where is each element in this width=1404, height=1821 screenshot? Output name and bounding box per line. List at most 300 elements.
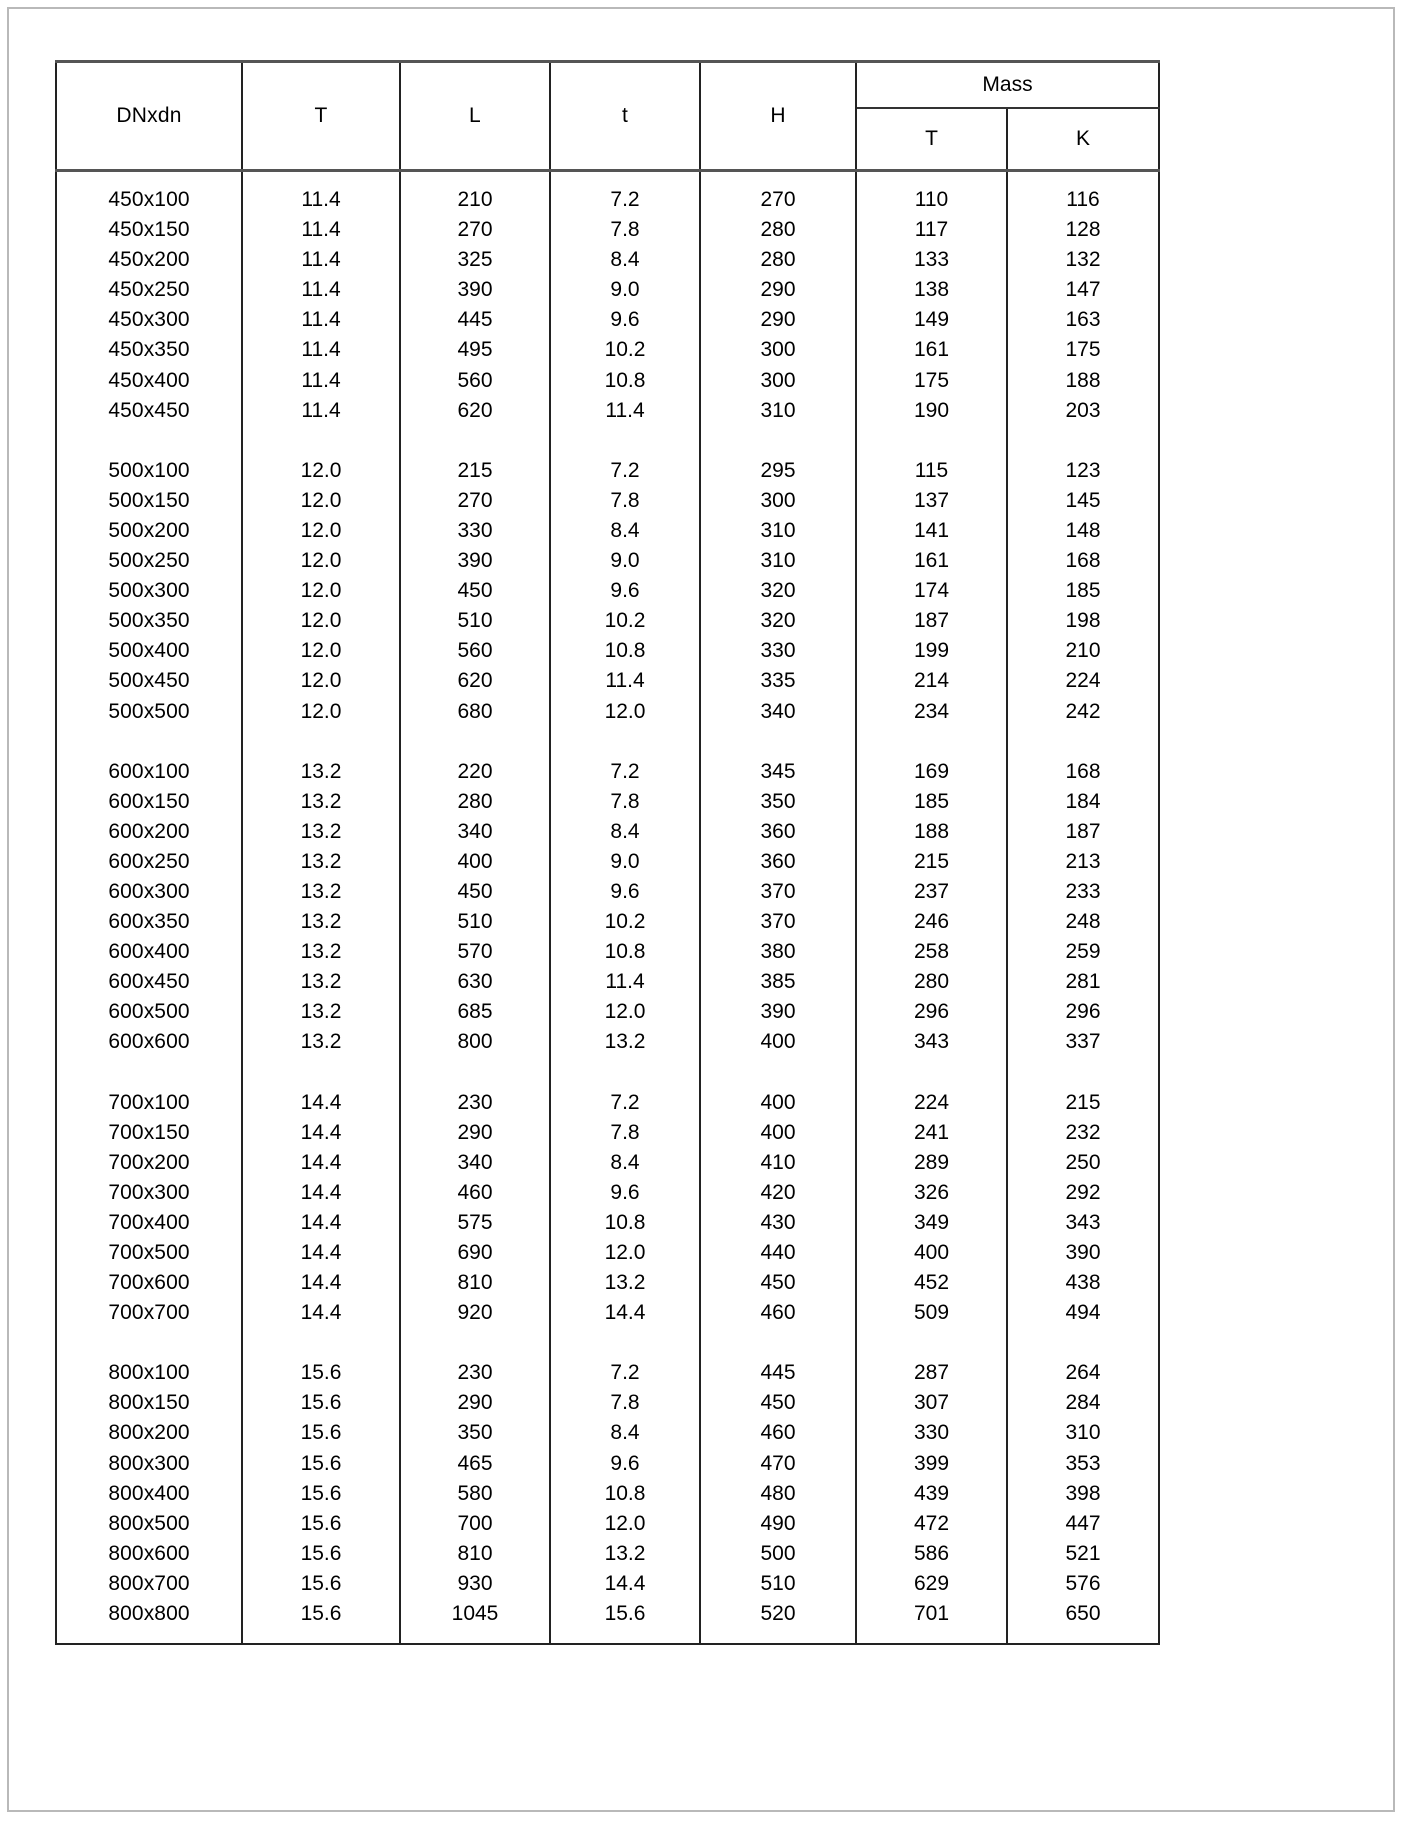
cell-t: 10.8 — [550, 1208, 700, 1238]
cell-mT: 174 — [856, 576, 1007, 606]
cell-T: 15.6 — [242, 1388, 400, 1418]
cell-dn: 700x150 — [56, 1118, 242, 1148]
cell-mK: 163 — [1065, 308, 1101, 332]
cell-T: 14.4 — [242, 1118, 400, 1148]
cell-T: 13.2 — [242, 817, 400, 847]
spacer-cell — [242, 426, 400, 456]
cell-H: 330 — [700, 636, 856, 666]
cell-dn: 800x500 — [56, 1509, 242, 1539]
cell-T: 15.6 — [242, 1449, 400, 1479]
cell-t: 13.2 — [550, 1027, 700, 1057]
cell-t: 8.4 — [550, 1418, 700, 1448]
cell-t: 7.8 — [550, 1118, 700, 1148]
cell-H: 400 — [700, 1118, 856, 1148]
cell-L: 280 — [400, 787, 550, 817]
cell-dn: 450x350 — [56, 335, 242, 365]
table-row — [56, 1358, 1159, 1388]
column-header-H: H — [700, 62, 856, 170]
cell-H: 500 — [700, 1539, 856, 1569]
cell-L: 230 — [400, 1358, 550, 1388]
cell-dn: 600x100 — [56, 757, 242, 787]
cell-L: 930 — [400, 1569, 550, 1599]
cell-mK: 310 — [1065, 1421, 1101, 1445]
cell-H: 320 — [700, 576, 856, 606]
table-row — [56, 1418, 1159, 1448]
cell-mT: 190 — [856, 396, 1007, 426]
table-row — [56, 1509, 1159, 1539]
cell-L: 340 — [400, 817, 550, 847]
cell-t: 9.0 — [550, 847, 700, 877]
cell-mT: 400 — [856, 1238, 1007, 1268]
cell-H: 310 — [700, 546, 856, 576]
cell-mT: 214 — [856, 666, 1007, 696]
cell-mK: 184 — [1065, 789, 1101, 813]
table-row — [56, 1539, 1159, 1569]
cell-t: 11.4 — [550, 396, 700, 426]
table-row — [56, 937, 1159, 967]
cell-L: 800 — [400, 1027, 550, 1057]
cell-mK: 264 — [1065, 1361, 1101, 1385]
cell-mK: 248 — [1065, 910, 1101, 934]
cell-t: 14.4 — [550, 1298, 700, 1328]
cell-T: 12.0 — [242, 697, 400, 727]
cell-dn: 450x250 — [56, 275, 242, 305]
cell-t: 7.2 — [550, 1088, 700, 1118]
table-row — [56, 366, 1159, 396]
spacer-cell — [400, 1058, 550, 1088]
cell-mK: 188 — [1065, 368, 1101, 392]
cell-mT: 439 — [856, 1479, 1007, 1509]
cell-mT: 237 — [856, 877, 1007, 907]
cell-L: 575 — [400, 1208, 550, 1238]
cell-H: 490 — [700, 1509, 856, 1539]
table-row — [56, 275, 1159, 305]
cell-L: 400 — [400, 847, 550, 877]
cell-t: 10.2 — [550, 335, 700, 365]
cell-T: 11.4 — [242, 245, 400, 275]
cell-t: 9.6 — [550, 877, 700, 907]
cell-mT: 246 — [856, 907, 1007, 937]
cell-mK: 390 — [1065, 1241, 1101, 1264]
cell-T: 12.0 — [242, 486, 400, 516]
cell-mT: 509 — [856, 1298, 1007, 1328]
spacer-cell — [56, 1328, 242, 1358]
cell-H: 360 — [700, 847, 856, 877]
table-row — [56, 1479, 1159, 1509]
cell-L: 290 — [400, 1118, 550, 1148]
cell-H: 280 — [700, 245, 856, 275]
cell-mK: 147 — [1065, 278, 1101, 302]
spacer-cell — [56, 1058, 242, 1088]
column-header-t: t — [550, 62, 700, 170]
table-row — [56, 1148, 1159, 1178]
cell-mT: 399 — [856, 1449, 1007, 1479]
cell-mT: 586 — [856, 1539, 1007, 1569]
cell-mK: 242 — [1065, 699, 1101, 723]
cell-mK: 145 — [1065, 488, 1101, 512]
cell-H: 370 — [700, 877, 856, 907]
cell-dn: 800x600 — [56, 1539, 242, 1569]
cell-mK: 203 — [1065, 398, 1101, 422]
cell-dn: 800x150 — [56, 1388, 242, 1418]
cell-t: 7.8 — [550, 486, 700, 516]
spacer-cell — [400, 727, 550, 757]
table-row — [56, 1088, 1159, 1118]
table-row — [56, 486, 1159, 516]
cell-t: 8.4 — [550, 1148, 700, 1178]
cell-H: 300 — [700, 335, 856, 365]
cell-T: 11.4 — [242, 275, 400, 305]
cell-t: 15.6 — [550, 1599, 700, 1629]
cell-L: 690 — [400, 1238, 550, 1268]
cell-H: 340 — [700, 697, 856, 727]
cell-mT: 149 — [856, 305, 1007, 335]
spacer-cell — [242, 1629, 400, 1644]
cell-H: 460 — [700, 1298, 856, 1328]
cell-mK: 281 — [1065, 970, 1101, 994]
cell-t: 9.6 — [550, 576, 700, 606]
cell-H: 380 — [700, 937, 856, 967]
table-row — [56, 335, 1159, 365]
table-row — [56, 1298, 1159, 1328]
cell-dn: 450x300 — [56, 305, 242, 335]
table-row — [56, 666, 1159, 696]
cell-L: 620 — [400, 396, 550, 426]
table-row — [56, 847, 1159, 877]
cell-t: 13.2 — [550, 1539, 700, 1569]
cell-mK: 123 — [1065, 458, 1101, 482]
table-row — [56, 997, 1159, 1027]
cell-T: 15.6 — [242, 1479, 400, 1509]
cell-T: 15.6 — [242, 1358, 400, 1388]
cell-H: 450 — [700, 1388, 856, 1418]
cell-t: 12.0 — [550, 697, 700, 727]
spacer-cell — [550, 727, 700, 757]
cell-t: 10.2 — [550, 907, 700, 937]
cell-H: 310 — [700, 516, 856, 546]
cell-t: 10.2 — [550, 606, 700, 636]
column-header-mass-group: Mass — [856, 62, 1159, 109]
cell-mK: 213 — [1065, 849, 1101, 873]
spacer-cell — [700, 1328, 856, 1358]
spacer-cell — [856, 1629, 1007, 1644]
cell-mK: 576 — [1065, 1571, 1101, 1595]
table-row — [56, 1388, 1159, 1418]
cell-mK: 398 — [1065, 1481, 1101, 1505]
cell-mT: 137 — [856, 486, 1007, 516]
cell-mT: 326 — [856, 1178, 1007, 1208]
cell-dn: 700x200 — [56, 1148, 242, 1178]
cell-t: 10.8 — [550, 366, 700, 396]
spacer-cell — [856, 426, 1007, 456]
cell-t: 11.4 — [550, 666, 700, 696]
cell-mT: 138 — [856, 275, 1007, 305]
cell-L: 465 — [400, 1449, 550, 1479]
cell-L: 230 — [400, 1088, 550, 1118]
spacer-cell — [1007, 426, 1159, 456]
cell-T: 15.6 — [242, 1509, 400, 1539]
cell-mK: 128 — [1065, 218, 1101, 242]
cell-T: 13.2 — [242, 847, 400, 877]
cell-t: 13.2 — [550, 1268, 700, 1298]
cell-mK: 232 — [1065, 1120, 1101, 1144]
table-row — [56, 1238, 1159, 1268]
cell-mT: 185 — [856, 787, 1007, 817]
cell-L: 630 — [400, 967, 550, 997]
cell-T: 14.4 — [242, 1238, 400, 1268]
cell-L: 450 — [400, 576, 550, 606]
cell-mK: 353 — [1065, 1451, 1101, 1475]
cell-H: 345 — [700, 757, 856, 787]
cell-T: 15.6 — [242, 1418, 400, 1448]
cell-mK: 233 — [1065, 879, 1101, 903]
cell-H: 430 — [700, 1208, 856, 1238]
cell-L: 700 — [400, 1509, 550, 1539]
cell-H: 290 — [700, 275, 856, 305]
cell-T: 11.4 — [242, 185, 400, 215]
cell-H: 410 — [700, 1148, 856, 1178]
cell-H: 290 — [700, 305, 856, 335]
cell-mK: 337 — [1065, 1030, 1101, 1054]
table-row — [56, 606, 1159, 636]
cell-H: 310 — [700, 396, 856, 426]
spacer-cell — [550, 1328, 700, 1358]
cell-mT: 199 — [856, 636, 1007, 666]
cell-H: 440 — [700, 1238, 856, 1268]
cell-t: 7.2 — [550, 1358, 700, 1388]
cell-L: 390 — [400, 546, 550, 576]
cell-dn: 800x300 — [56, 1449, 242, 1479]
cell-T: 12.0 — [242, 666, 400, 696]
cell-L: 510 — [400, 606, 550, 636]
spacer-cell — [56, 171, 242, 186]
cell-T: 11.4 — [242, 335, 400, 365]
spacer-cell — [700, 1629, 856, 1644]
cell-t: 8.4 — [550, 245, 700, 275]
table-row — [56, 877, 1159, 907]
cell-H: 510 — [700, 1569, 856, 1599]
table-row — [56, 907, 1159, 937]
cell-mK: 259 — [1065, 940, 1101, 964]
spacer-cell — [400, 171, 550, 186]
cell-dn: 500x100 — [56, 456, 242, 486]
cell-L: 390 — [400, 275, 550, 305]
table-row — [56, 1599, 1159, 1629]
table-row — [56, 1118, 1159, 1148]
dimensions-spec-table — [55, 60, 1160, 1645]
cell-T: 13.2 — [242, 997, 400, 1027]
column-header-dnxdn: DNxdn — [56, 62, 242, 170]
cell-dn: 500x400 — [56, 636, 242, 666]
cell-mK: 175 — [1065, 338, 1101, 362]
table-row — [56, 215, 1159, 245]
spacer-cell — [856, 1058, 1007, 1088]
cell-mK: 148 — [1065, 518, 1101, 542]
spacer-cell — [700, 1058, 856, 1088]
cell-mT: 234 — [856, 697, 1007, 727]
spacer-cell — [242, 171, 400, 186]
cell-mT: 133 — [856, 245, 1007, 275]
cell-mK: 292 — [1065, 1180, 1101, 1204]
cell-H: 470 — [700, 1449, 856, 1479]
cell-L: 330 — [400, 516, 550, 546]
table-row — [56, 967, 1159, 997]
cell-T: 13.2 — [242, 877, 400, 907]
cell-mT: 343 — [856, 1027, 1007, 1057]
group-separator-row — [56, 1328, 1159, 1358]
column-header-mass-K: K — [1075, 127, 1090, 150]
cell-T: 11.4 — [242, 366, 400, 396]
spacer-cell — [56, 1629, 242, 1644]
cell-dn: 450x450 — [56, 396, 242, 426]
cell-H: 445 — [700, 1358, 856, 1388]
cell-mT: 110 — [856, 185, 1007, 215]
spacer-cell — [856, 1328, 1007, 1358]
spacer-cell — [242, 727, 400, 757]
spacer-cell — [1007, 1058, 1159, 1088]
cell-mK: 438 — [1065, 1271, 1101, 1295]
cell-dn: 600x500 — [56, 997, 242, 1027]
cell-dn: 600x600 — [56, 1027, 242, 1057]
table-row — [56, 396, 1159, 426]
cell-t: 10.8 — [550, 937, 700, 967]
cell-L: 810 — [400, 1268, 550, 1298]
cell-t: 9.6 — [550, 305, 700, 335]
table-row — [56, 1268, 1159, 1298]
cell-dn: 800x200 — [56, 1418, 242, 1448]
table-row — [56, 757, 1159, 787]
cell-H: 320 — [700, 606, 856, 636]
spec-table-container — [55, 60, 1158, 1645]
cell-T: 14.4 — [242, 1298, 400, 1328]
cell-H: 520 — [700, 1599, 856, 1629]
table-row — [56, 546, 1159, 576]
cell-mT: 280 — [856, 967, 1007, 997]
spacer-cell — [700, 426, 856, 456]
cell-dn: 500x500 — [56, 697, 242, 727]
spacer-cell — [56, 727, 242, 757]
cell-t: 14.4 — [550, 1569, 700, 1599]
cell-L: 620 — [400, 666, 550, 696]
cell-T: 12.0 — [242, 576, 400, 606]
cell-H: 370 — [700, 907, 856, 937]
cell-mK: 210 — [1065, 639, 1101, 663]
cell-dn: 800x800 — [56, 1599, 242, 1629]
cell-L: 495 — [400, 335, 550, 365]
cell-T: 12.0 — [242, 546, 400, 576]
cell-dn: 450x100 — [56, 185, 242, 215]
table-row — [56, 1569, 1159, 1599]
cell-T: 14.4 — [242, 1178, 400, 1208]
cell-T: 11.4 — [242, 396, 400, 426]
cell-dn: 800x100 — [56, 1358, 242, 1388]
cell-dn: 700x700 — [56, 1298, 242, 1328]
table-body — [56, 171, 1159, 1645]
spacer-cell — [550, 171, 700, 186]
table-row — [56, 245, 1159, 275]
spacer-cell — [400, 426, 550, 456]
cell-dn: 500x300 — [56, 576, 242, 606]
cell-H: 390 — [700, 997, 856, 1027]
cell-t: 9.6 — [550, 1178, 700, 1208]
cell-H: 280 — [700, 215, 856, 245]
table-row — [56, 817, 1159, 847]
cell-L: 580 — [400, 1479, 550, 1509]
cell-H: 350 — [700, 787, 856, 817]
group-separator-row — [56, 1058, 1159, 1088]
cell-L: 270 — [400, 215, 550, 245]
cell-dn: 800x700 — [56, 1569, 242, 1599]
cell-L: 810 — [400, 1539, 550, 1569]
cell-H: 450 — [700, 1268, 856, 1298]
cell-H: 295 — [700, 456, 856, 486]
cell-mK: 168 — [1065, 549, 1101, 573]
cell-dn: 800x400 — [56, 1479, 242, 1509]
cell-dn: 500x350 — [56, 606, 242, 636]
cell-H: 460 — [700, 1418, 856, 1448]
cell-dn: 700x500 — [56, 1238, 242, 1268]
cell-mT: 115 — [856, 456, 1007, 486]
cell-mK: 650 — [1065, 1602, 1101, 1626]
cell-mK: 132 — [1065, 248, 1101, 272]
cell-mK: 185 — [1065, 579, 1101, 603]
cell-L: 210 — [400, 185, 550, 215]
cell-mT: 349 — [856, 1208, 1007, 1238]
cell-T: 15.6 — [242, 1539, 400, 1569]
cell-dn: 450x200 — [56, 245, 242, 275]
cell-H: 300 — [700, 366, 856, 396]
cell-mT: 161 — [856, 335, 1007, 365]
column-header-mass-T: T — [856, 108, 1007, 169]
cell-mT: 215 — [856, 847, 1007, 877]
spacer-cell — [242, 1328, 400, 1358]
group-separator-row — [56, 727, 1159, 757]
cell-dn: 600x400 — [56, 937, 242, 967]
column-header-L: L — [400, 62, 550, 170]
cell-mT: 187 — [856, 606, 1007, 636]
cell-T: 13.2 — [242, 1027, 400, 1057]
cell-L: 215 — [400, 456, 550, 486]
table-row — [56, 1178, 1159, 1208]
cell-t: 7.2 — [550, 757, 700, 787]
cell-mT: 287 — [856, 1358, 1007, 1388]
table-row — [56, 576, 1159, 606]
cell-mT: 472 — [856, 1509, 1007, 1539]
cell-T: 12.0 — [242, 456, 400, 486]
cell-dn: 500x200 — [56, 516, 242, 546]
spacer-cell — [242, 1058, 400, 1088]
cell-mT: 289 — [856, 1148, 1007, 1178]
cell-mK: 343 — [1065, 1210, 1101, 1234]
cell-L: 920 — [400, 1298, 550, 1328]
table-row — [56, 1208, 1159, 1238]
cell-t: 7.8 — [550, 215, 700, 245]
header-row-primary — [56, 62, 1159, 109]
cell-mT: 629 — [856, 1569, 1007, 1599]
spacer-cell — [550, 1629, 700, 1644]
table-row — [56, 697, 1159, 727]
cell-mK: 224 — [1065, 669, 1101, 693]
cell-dn: 450x150 — [56, 215, 242, 245]
cell-L: 325 — [400, 245, 550, 275]
cell-mT: 452 — [856, 1268, 1007, 1298]
cell-L: 450 — [400, 877, 550, 907]
cell-t: 8.4 — [550, 817, 700, 847]
cell-mK: 250 — [1065, 1150, 1101, 1174]
cell-mK: 284 — [1065, 1391, 1101, 1415]
cell-t: 9.6 — [550, 1449, 700, 1479]
table-bottom-padding-row — [56, 1629, 1159, 1644]
